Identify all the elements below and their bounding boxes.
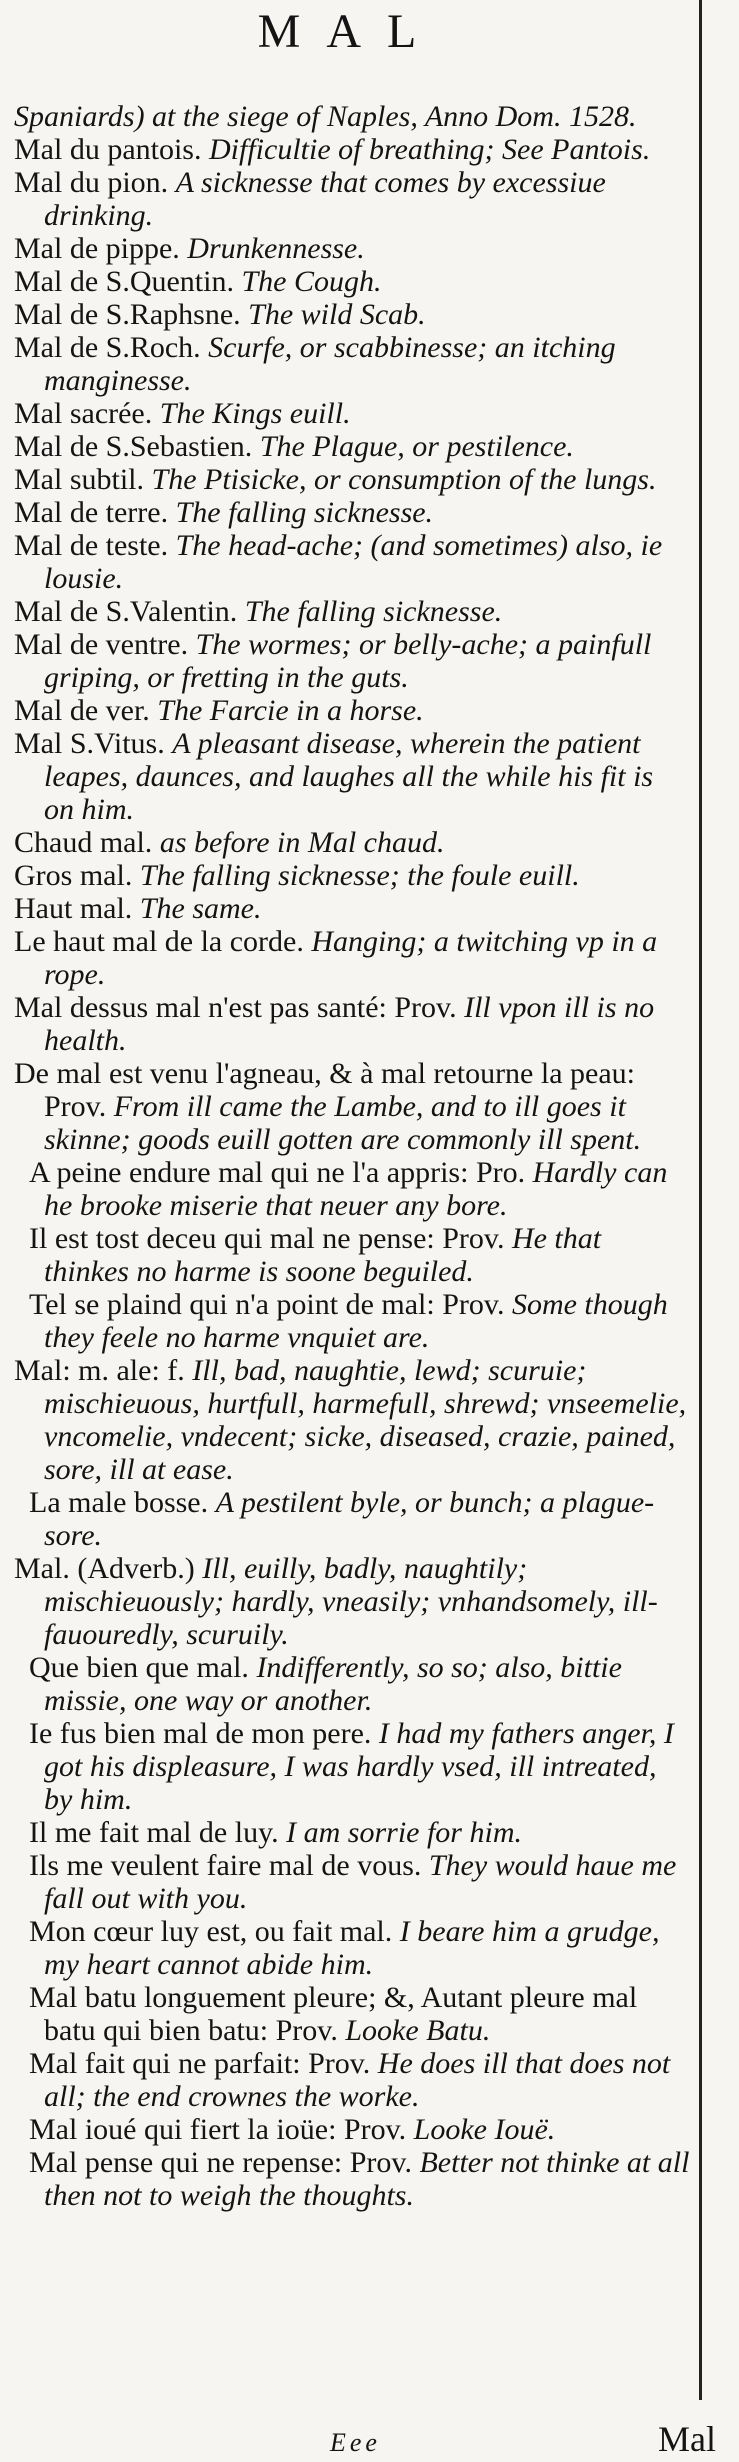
entry xyxy=(14,859,690,892)
entry xyxy=(14,232,690,265)
entry-headword: Gros mal. xyxy=(14,859,133,892)
entry-headword: Mal fait qui ne parfait: Prov. xyxy=(29,2047,371,2080)
entry xyxy=(14,1849,690,1915)
catchword: Mal xyxy=(658,2419,716,2459)
entry xyxy=(14,1288,690,1354)
entry-headword: Mal sacrée. xyxy=(14,397,153,430)
entry-headword: Mal ioué qui fiert la ioüe: Prov. xyxy=(29,2113,407,2146)
entry-headword: Chaud mal. xyxy=(14,826,153,859)
entry xyxy=(14,2146,690,2212)
entry xyxy=(14,1354,690,1486)
entry-gloss: The Kings euill. xyxy=(159,397,351,430)
entry xyxy=(14,2047,690,2113)
entry xyxy=(14,1057,690,1156)
entry xyxy=(14,1222,690,1288)
entry-headword: La male bosse. xyxy=(29,1486,209,1519)
entry xyxy=(14,925,690,991)
entry-headword: Il me fait mal de luy. xyxy=(29,1816,279,1849)
entry-headword: Mon cœur luy est, ou fait mal. xyxy=(29,1915,393,1948)
entry-headword: Mal de S.Roch. xyxy=(14,331,201,364)
entry xyxy=(14,166,690,232)
entry xyxy=(14,694,690,727)
entry xyxy=(14,331,690,397)
entry xyxy=(14,2113,690,2146)
entry xyxy=(14,529,690,595)
entry-gloss: The wormes; or belly-ache; a painfull griping, or fretting in the guts. xyxy=(44,628,652,694)
entry-headword: Mal de ventre. xyxy=(14,628,189,661)
entry-gloss: From ill came the Lambe, and to ill goes it skinne; goods euill gotten are commonly ill spent. xyxy=(44,1090,642,1156)
entry-gloss: Looke Iouë. xyxy=(413,2113,556,2146)
entry-headword: Mal de S.Sebastien. xyxy=(14,430,253,463)
entry-headword: Mal subtil. xyxy=(14,463,145,496)
entry xyxy=(14,1552,690,1651)
entry xyxy=(14,397,690,430)
entry-gloss: Difficultie of breathing; See Pantois. xyxy=(209,133,651,166)
entry-gloss: The Ptisicke, or consumption of the lungs. xyxy=(151,463,657,496)
entry-gloss: The falling sicknesse; the foule euill. xyxy=(139,859,580,892)
entry xyxy=(14,628,690,694)
entry-gloss: A sicknesse that comes by excessiue drinking. xyxy=(44,166,606,232)
entry-headword: Haut mal. xyxy=(14,892,133,925)
entry xyxy=(14,727,690,826)
entry-gloss: as before in Mal chaud. xyxy=(159,826,445,859)
entry-headword: A peine endure mal qui ne l'a appris: Pro. xyxy=(29,1156,526,1189)
entry-gloss: I beare him a grudge, my heart cannot abide him. xyxy=(44,1915,660,1981)
entry-headword: Le haut mal de la corde. xyxy=(14,925,304,958)
entry-gloss: I am sorrie for him. xyxy=(286,1816,522,1849)
entry xyxy=(14,1651,690,1717)
entry xyxy=(14,265,690,298)
entry-headword: Mal de S.Valentin. xyxy=(14,595,238,628)
entry-gloss: The wild Scab. xyxy=(248,298,426,331)
entry-gloss: They would haue me fall out with you. xyxy=(44,1849,677,1915)
entry-gloss: The Farcie in a horse. xyxy=(157,694,424,727)
entry xyxy=(14,463,690,496)
entry-headword: Mal du pion. xyxy=(14,166,169,199)
entry-headword: Il est tost deceu qui mal ne pense: Prov. xyxy=(29,1222,505,1255)
entry xyxy=(14,1816,690,1849)
entry-gloss: He that thinkes no harme is soone beguiled. xyxy=(44,1222,602,1288)
entry xyxy=(14,1981,690,2047)
entry-headword: Mal du pantois. xyxy=(14,133,202,166)
entry-gloss: The falling sicknesse. xyxy=(175,496,434,529)
entry-gloss: The falling sicknesse. xyxy=(244,595,503,628)
entry-headword: Que bien que mal. xyxy=(29,1651,249,1684)
entry xyxy=(14,826,690,859)
entry-gloss: Indifferently, so so; also, bittie missie, one way or another. xyxy=(44,1651,622,1717)
entry xyxy=(14,1717,690,1816)
entry xyxy=(14,991,690,1057)
entry-gloss: Drunkennesse. xyxy=(187,232,365,265)
entry xyxy=(14,496,690,529)
entry-headword: Ie fus bien mal de mon pere. xyxy=(29,1717,372,1750)
entry-gloss: Looke Batu. xyxy=(345,2014,491,2047)
entry-gloss: Hanging; a twitching vp in a rope. xyxy=(44,925,658,991)
entry-gloss: Hardly can he brooke miserie that neuer any bore. xyxy=(44,1156,668,1222)
signature-mark: Eee xyxy=(330,2428,381,2457)
entry-headword: Mal de S.Raphsne. xyxy=(14,298,241,331)
entry xyxy=(14,1915,690,1981)
entry-headword: Tel se plaind qui n'a point de mal: Prov. xyxy=(29,1288,505,1321)
entry-gloss: Scurfe, or scabbinesse; an itching manginesse. xyxy=(44,331,616,397)
entry-gloss: The head-ache; (and sometimes) also, ie lousie. xyxy=(44,529,663,595)
entry-gloss: He does ill that does not all; the end crownes the worke. xyxy=(44,2047,671,2113)
page-header: MAL xyxy=(257,5,443,58)
entry xyxy=(14,100,690,133)
entry-gloss: Ill, bad, naughtie, lewd; scuruie; mischieuous, hurtfull, harmefull, shrewd; vnseemelie, vncomelie, vndecent; sicke, diseased, crazie, pained, sore, ill at ease. xyxy=(44,1354,687,1486)
entry-headword: Mal pense qui ne repense: Prov. xyxy=(29,2146,412,2179)
entry-headword: Mal de pippe. xyxy=(14,232,180,265)
entry-gloss: The Plague, or pestilence. xyxy=(259,430,574,463)
entry xyxy=(14,892,690,925)
column-rule xyxy=(699,0,702,2400)
entry xyxy=(14,298,690,331)
entry-headword: Mal S.Vitus. xyxy=(14,727,165,760)
entry-headword: Mal dessus mal n'est pas santé: Prov. xyxy=(14,991,457,1024)
entries-column xyxy=(14,100,690,2212)
entry-headword: Mal de teste. xyxy=(14,529,169,562)
entry-headword: Mal de terre. xyxy=(14,496,169,529)
entry-headword: Mal de S.Quentin. xyxy=(14,265,234,298)
entry-headword: De mal est venu l'agneau, & à mal retourne la peau: Prov. xyxy=(14,1057,635,1123)
entry-headword: Mal batu longuement pleure; &, Autant pleure mal batu qui bien batu: Prov. xyxy=(29,1981,638,2047)
entry-gloss: Better not thinke at all then not to weigh the thoughts. xyxy=(44,2146,690,2212)
entry xyxy=(14,430,690,463)
entry-headword: Mal: m. ale: f. xyxy=(14,1354,185,1387)
entry-headword: Mal. (Adverb.) xyxy=(14,1552,195,1585)
entry-gloss: I had my fathers anger, I got his displeasure, I was hardly vsed, ill intreated, by him. xyxy=(44,1717,674,1816)
entry-gloss: The Cough. xyxy=(241,265,382,298)
entry-headword: Mal de ver. xyxy=(14,694,150,727)
entry xyxy=(14,133,690,166)
entry-gloss: A pleasant disease, wherein the patient leapes, daunces, and laughes all the while his fit is on him. xyxy=(44,727,654,826)
entry xyxy=(14,1156,690,1222)
entry-gloss: Some though they feele no harme vnquiet are. xyxy=(44,1288,668,1354)
entry xyxy=(14,1486,690,1552)
entry-gloss: Ill, euilly, badly, naughtily; mischieuously; hardly, vneasily; vnhandsomely, ill-fauouredly, scuruily. xyxy=(44,1552,658,1651)
entry-gloss: A pestilent byle, or bunch; a plague-sore. xyxy=(44,1486,655,1552)
entry-gloss: The same. xyxy=(139,892,262,925)
entry-gloss: Ill vpon ill is no health. xyxy=(44,991,655,1057)
entry-headword: Ils me veulent faire mal de vous. xyxy=(29,1849,422,1882)
entry xyxy=(14,595,690,628)
entry-gloss: Spaniards) at the siege of Naples, Anno Dom. 1528. xyxy=(14,100,637,133)
